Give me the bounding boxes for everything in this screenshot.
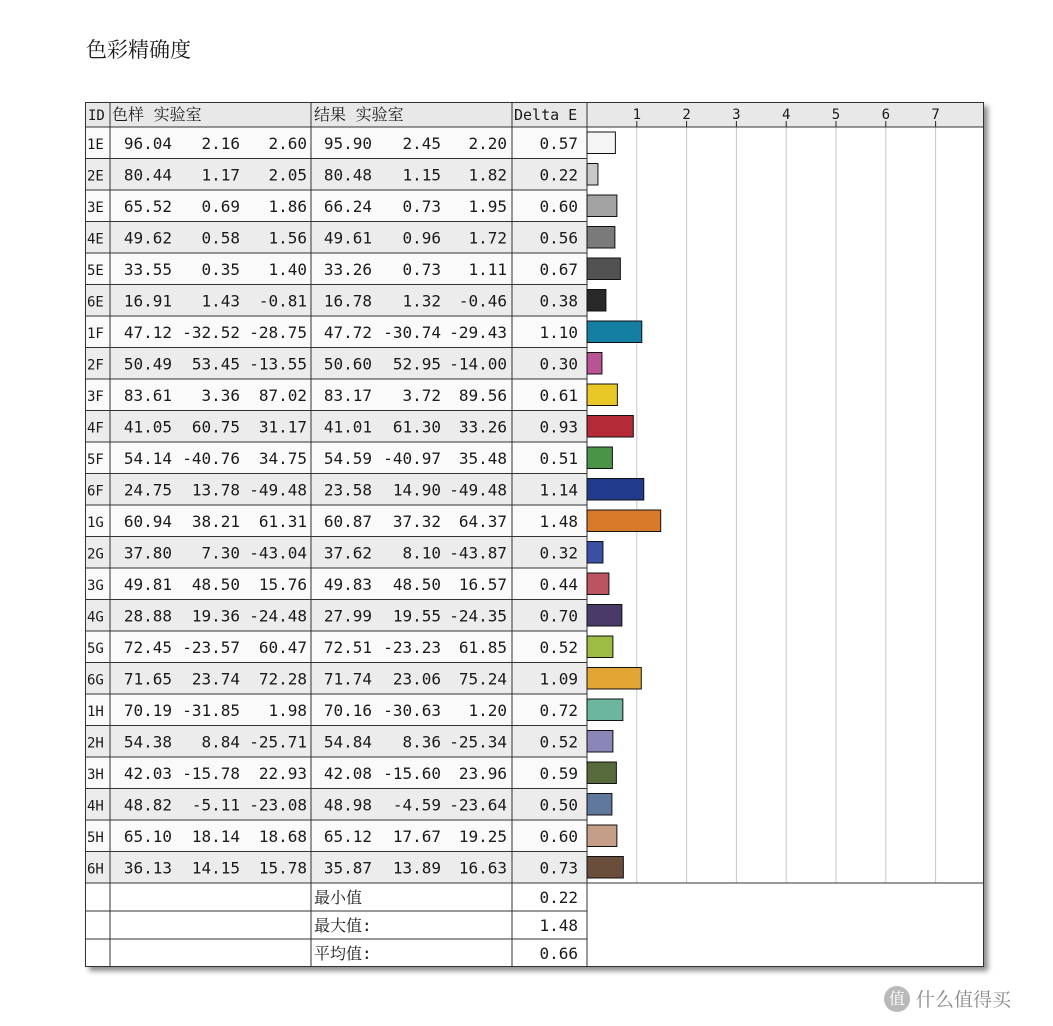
sample-value: 31.17 — [258, 417, 307, 437]
sample-value: 8.84 — [201, 732, 240, 752]
row-id: 6F — [87, 483, 104, 500]
delta-e-value: 0.22 — [539, 165, 578, 185]
row-id: 5F — [87, 452, 104, 468]
result-value: 2.20 — [468, 134, 507, 153]
row-id: 2H — [87, 735, 104, 752]
sample-value: 72.28 — [258, 669, 307, 689]
result-value: -24.35 — [449, 606, 507, 626]
watermark-text: 什么值得买 — [916, 989, 1012, 1011]
row-id: 6H — [87, 861, 104, 878]
result-value: -15.60 — [383, 764, 441, 783]
sample-value: -28.75 — [249, 323, 307, 342]
result-value: 8.36 — [402, 732, 441, 752]
result-value: 61.85 — [458, 638, 507, 657]
delta-e-bar — [587, 384, 617, 406]
result-value: 0.73 — [402, 260, 441, 279]
summary-value: 1.48 — [539, 916, 578, 935]
row-id: 5G — [87, 641, 104, 657]
sample-value: 1.40 — [268, 260, 307, 279]
delta-e-bar — [587, 447, 612, 469]
sample-value: 49.81 — [123, 575, 172, 594]
delta-e-value: 0.57 — [539, 134, 578, 153]
sample-value: -31.85 — [182, 701, 240, 720]
result-value: 37.62 — [323, 543, 372, 563]
result-value: 1.72 — [468, 228, 507, 248]
delta-e-bar — [587, 857, 623, 879]
sample-value: 37.80 — [123, 543, 172, 563]
sample-value: 0.69 — [201, 197, 240, 216]
result-value: 33.26 — [323, 260, 372, 279]
sample-value: 0.58 — [201, 228, 240, 248]
sample-value: 2.60 — [268, 134, 307, 153]
sample-value: -49.48 — [249, 480, 307, 500]
sample-value: 13.78 — [191, 480, 240, 500]
delta-e-value: 1.10 — [539, 323, 578, 342]
summary-label: 平均值: — [314, 944, 372, 963]
delta-e-bar — [587, 542, 603, 564]
result-value: 0.73 — [402, 197, 441, 216]
result-value: -30.74 — [383, 323, 441, 342]
sample-value: 0.35 — [201, 260, 240, 279]
sample-value: 60.75 — [191, 417, 240, 437]
sample-value: 23.74 — [191, 669, 240, 689]
delta-e-value: 0.72 — [539, 701, 578, 720]
delta-e-bar — [587, 668, 641, 690]
row-id: 4H — [87, 798, 104, 815]
header-id: ID — [88, 108, 105, 124]
result-value: 23.96 — [458, 764, 507, 783]
result-value: 65.12 — [323, 827, 372, 846]
sample-value: -23.57 — [182, 638, 240, 657]
delta-e-bar — [587, 195, 617, 217]
color-accuracy-report — [85, 102, 984, 967]
result-value: -14.00 — [449, 354, 507, 374]
delta-e-value: 0.44 — [539, 575, 578, 594]
sample-value: -0.81 — [258, 291, 307, 311]
sample-value: 1.86 — [268, 197, 307, 216]
result-value: -0.46 — [458, 291, 507, 311]
sample-value: 7.30 — [201, 543, 240, 563]
row-id: 1G — [87, 515, 104, 531]
row-id: 4E — [87, 231, 104, 248]
summary-label: 最大值: — [314, 916, 372, 935]
sample-value: 1.56 — [268, 228, 307, 248]
header-sample: 色样 实验室 — [112, 105, 202, 124]
result-value: 75.24 — [458, 669, 507, 689]
delta-e-bar — [587, 479, 644, 501]
result-value: 13.89 — [392, 858, 441, 878]
result-value: 72.51 — [323, 638, 372, 657]
delta-e-bar — [587, 636, 613, 658]
row-id: 3F — [87, 389, 104, 405]
sample-value: 61.31 — [258, 512, 307, 531]
sample-value: 2.05 — [268, 165, 307, 185]
sample-value: -5.11 — [191, 795, 240, 815]
x-tick-label: 5 — [831, 107, 841, 123]
row-id: 6E — [87, 294, 104, 311]
delta-e-bar — [587, 164, 598, 186]
delta-e-value: 0.67 — [539, 260, 578, 279]
sample-value: 53.45 — [191, 354, 240, 374]
delta-e-value: 0.50 — [539, 795, 578, 815]
header-delta: Delta E — [514, 106, 578, 124]
x-tick-label: 2 — [682, 107, 691, 123]
result-value: 1.20 — [468, 701, 507, 720]
delta-e-bar — [587, 794, 612, 816]
result-value: 35.87 — [323, 858, 372, 878]
result-value: -4.59 — [392, 795, 441, 815]
watermark — [884, 985, 1011, 1012]
x-tick-label: 6 — [881, 107, 891, 123]
result-value: 95.90 — [323, 134, 372, 153]
summary-label: 最小值 — [314, 888, 363, 907]
sample-value: 18.14 — [191, 827, 240, 846]
sample-value: -40.76 — [182, 449, 240, 468]
result-value: 48.50 — [392, 575, 441, 594]
row-id: 6G — [87, 672, 104, 689]
sample-value: -24.48 — [249, 606, 307, 626]
delta-e-value: 1.14 — [539, 480, 578, 500]
result-value: 19.25 — [458, 827, 507, 846]
delta-e-bar — [587, 510, 661, 532]
delta-e-value: 0.60 — [539, 827, 578, 846]
delta-e-value: 0.60 — [539, 197, 578, 216]
sample-value: 15.76 — [258, 575, 307, 594]
sample-value: -32.52 — [182, 323, 240, 342]
sample-value: 65.10 — [123, 827, 172, 846]
delta-e-bar — [587, 699, 623, 721]
result-value: 16.78 — [323, 291, 372, 311]
sample-value: 18.68 — [258, 827, 307, 846]
summary-value: 0.66 — [539, 944, 578, 963]
result-value: -25.34 — [449, 732, 507, 752]
result-value: 60.87 — [323, 512, 372, 531]
result-value: 61.30 — [392, 417, 441, 437]
sample-value: 50.49 — [123, 354, 172, 374]
result-value: 1.82 — [468, 165, 507, 185]
sample-value: 49.62 — [123, 228, 172, 248]
sample-value: 3.36 — [201, 386, 240, 405]
delta-e-bar — [587, 132, 615, 154]
result-value: -23.23 — [383, 638, 441, 657]
header-result: 结果 实验室 — [314, 105, 404, 124]
result-value: -40.97 — [383, 449, 441, 468]
row-id: 2E — [87, 168, 104, 185]
delta-e-value: 0.93 — [539, 417, 578, 437]
result-value: 17.67 — [392, 827, 441, 846]
result-value: 1.15 — [402, 165, 441, 185]
result-value: 66.24 — [323, 197, 372, 216]
result-value: 3.72 — [402, 386, 441, 405]
sample-value: 87.02 — [258, 386, 307, 405]
row-id: 3H — [87, 767, 104, 783]
sample-value: 47.12 — [123, 323, 172, 342]
sample-value: 2.16 — [201, 134, 240, 153]
result-value: 0.96 — [402, 228, 441, 248]
x-tick-label: 4 — [781, 107, 791, 123]
sample-value: 16.91 — [123, 291, 172, 311]
sample-value: 33.55 — [123, 260, 172, 279]
delta-e-value: 1.48 — [539, 512, 578, 531]
row-id: 5H — [87, 830, 104, 846]
result-value: 16.57 — [458, 575, 507, 594]
result-value: -30.63 — [383, 701, 441, 720]
delta-e-bar — [587, 353, 602, 375]
result-value: 89.56 — [458, 386, 507, 405]
result-value: 42.08 — [323, 764, 372, 783]
sample-value: 24.75 — [123, 480, 172, 500]
result-value: 33.26 — [458, 417, 507, 437]
sample-value: 48.82 — [123, 795, 172, 815]
delta-e-value: 0.32 — [539, 543, 578, 563]
result-value: -43.87 — [449, 543, 507, 563]
delta-e-bar — [587, 258, 620, 280]
sample-value: -15.78 — [182, 764, 240, 783]
summary-value: 0.22 — [539, 888, 578, 907]
result-value: 47.72 — [323, 323, 372, 342]
row-id: 1H — [87, 704, 104, 720]
sample-value: 65.52 — [123, 197, 172, 216]
result-value: 50.60 — [323, 354, 372, 374]
result-value: 48.98 — [323, 795, 372, 815]
result-value: 64.37 — [458, 512, 507, 531]
delta-e-bar — [587, 227, 615, 249]
sample-value: 54.14 — [123, 449, 172, 468]
delta-e-value: 1.09 — [539, 669, 578, 689]
row-id: 2G — [87, 546, 104, 563]
row-id: 4F — [87, 420, 104, 437]
result-value: 23.58 — [323, 480, 372, 500]
page-title: 色彩精确度 — [86, 38, 191, 62]
delta-e-value: 0.70 — [539, 606, 578, 626]
result-value: 83.17 — [323, 386, 372, 405]
result-value: 80.48 — [323, 165, 372, 185]
result-value: 8.10 — [402, 543, 441, 563]
delta-e-bar — [587, 762, 616, 784]
sample-value: -23.08 — [249, 795, 307, 815]
row-id: 5E — [87, 263, 104, 279]
sample-value: 1.98 — [268, 701, 307, 720]
result-value: -29.43 — [449, 323, 507, 342]
result-value: 49.61 — [323, 228, 372, 248]
sample-value: 60.47 — [258, 638, 307, 657]
result-value: 2.45 — [402, 134, 441, 153]
delta-e-value: 0.51 — [539, 449, 578, 468]
delta-e-bar — [587, 731, 613, 753]
watermark-logo-icon: 值 — [884, 986, 910, 1012]
sample-value: 71.65 — [123, 669, 172, 689]
delta-e-bar — [587, 573, 609, 595]
sample-value: 41.05 — [123, 417, 172, 437]
sample-value: 96.04 — [123, 134, 172, 153]
result-value: 52.95 — [392, 354, 441, 374]
sample-value: 34.75 — [258, 449, 307, 468]
delta-e-bar — [587, 321, 642, 343]
result-value: 37.32 — [392, 512, 441, 531]
sample-value: 42.03 — [123, 764, 172, 783]
sample-value: -43.04 — [249, 543, 307, 563]
sample-value: 54.38 — [123, 732, 172, 752]
result-value: -49.48 — [449, 480, 507, 500]
sample-value: 15.78 — [258, 858, 307, 878]
row-id: 3E — [87, 200, 104, 216]
delta-e-value: 0.52 — [539, 638, 578, 657]
result-value: 16.63 — [458, 858, 507, 878]
sample-value: 36.13 — [123, 858, 172, 878]
delta-e-value: 0.30 — [539, 354, 578, 374]
delta-e-value: 0.52 — [539, 732, 578, 752]
x-tick-label: 1 — [632, 107, 642, 123]
delta-e-value: 0.73 — [539, 858, 578, 878]
sample-value: 38.21 — [191, 512, 240, 531]
x-tick-label: 7 — [931, 107, 940, 123]
sample-value: 22.93 — [258, 764, 307, 783]
sample-value: 1.43 — [201, 291, 240, 311]
result-value: 1.95 — [468, 197, 507, 216]
row-id: 4G — [87, 609, 104, 626]
result-value: 27.99 — [323, 606, 372, 626]
sample-value: 1.17 — [201, 165, 240, 185]
row-id: 1E — [87, 137, 104, 153]
sample-value: 19.36 — [191, 606, 240, 626]
result-value: 19.55 — [392, 606, 441, 626]
x-tick-label: 3 — [732, 107, 741, 123]
sample-value: 70.19 — [123, 701, 172, 720]
sample-value: -25.71 — [249, 732, 307, 752]
sample-value: 48.50 — [191, 575, 240, 594]
result-value: 71.74 — [323, 669, 372, 689]
delta-e-value: 0.56 — [539, 228, 578, 248]
result-value: 54.84 — [323, 732, 372, 752]
result-value: -23.64 — [449, 795, 507, 815]
delta-e-bar — [587, 416, 633, 438]
result-value: 70.16 — [323, 701, 372, 720]
sample-value: 83.61 — [123, 386, 172, 405]
delta-e-value: 0.38 — [539, 291, 578, 311]
delta-e-bar — [587, 290, 606, 312]
row-id: 2F — [87, 357, 104, 374]
result-value: 23.06 — [392, 669, 441, 689]
sample-value: 72.45 — [123, 638, 172, 657]
row-id: 3G — [87, 578, 104, 594]
sample-value: 28.88 — [123, 606, 172, 626]
result-value: 1.11 — [468, 260, 507, 279]
sample-value: 14.15 — [191, 858, 240, 878]
color-accuracy-table-chart — [85, 102, 984, 967]
sample-value: 80.44 — [123, 165, 172, 185]
delta-e-bar — [587, 825, 617, 847]
result-value: 54.59 — [323, 449, 372, 468]
result-value: 41.01 — [323, 417, 372, 437]
result-value: 1.32 — [402, 291, 441, 311]
sample-value: 60.94 — [123, 512, 172, 531]
delta-e-bar — [587, 605, 622, 627]
delta-e-value: 0.61 — [539, 386, 578, 405]
row-id: 1F — [87, 326, 104, 342]
sample-value: -13.55 — [249, 354, 307, 374]
delta-e-value: 0.59 — [539, 764, 578, 783]
result-value: 35.48 — [458, 449, 507, 468]
result-value: 49.83 — [323, 575, 372, 594]
result-value: 14.90 — [392, 480, 441, 500]
